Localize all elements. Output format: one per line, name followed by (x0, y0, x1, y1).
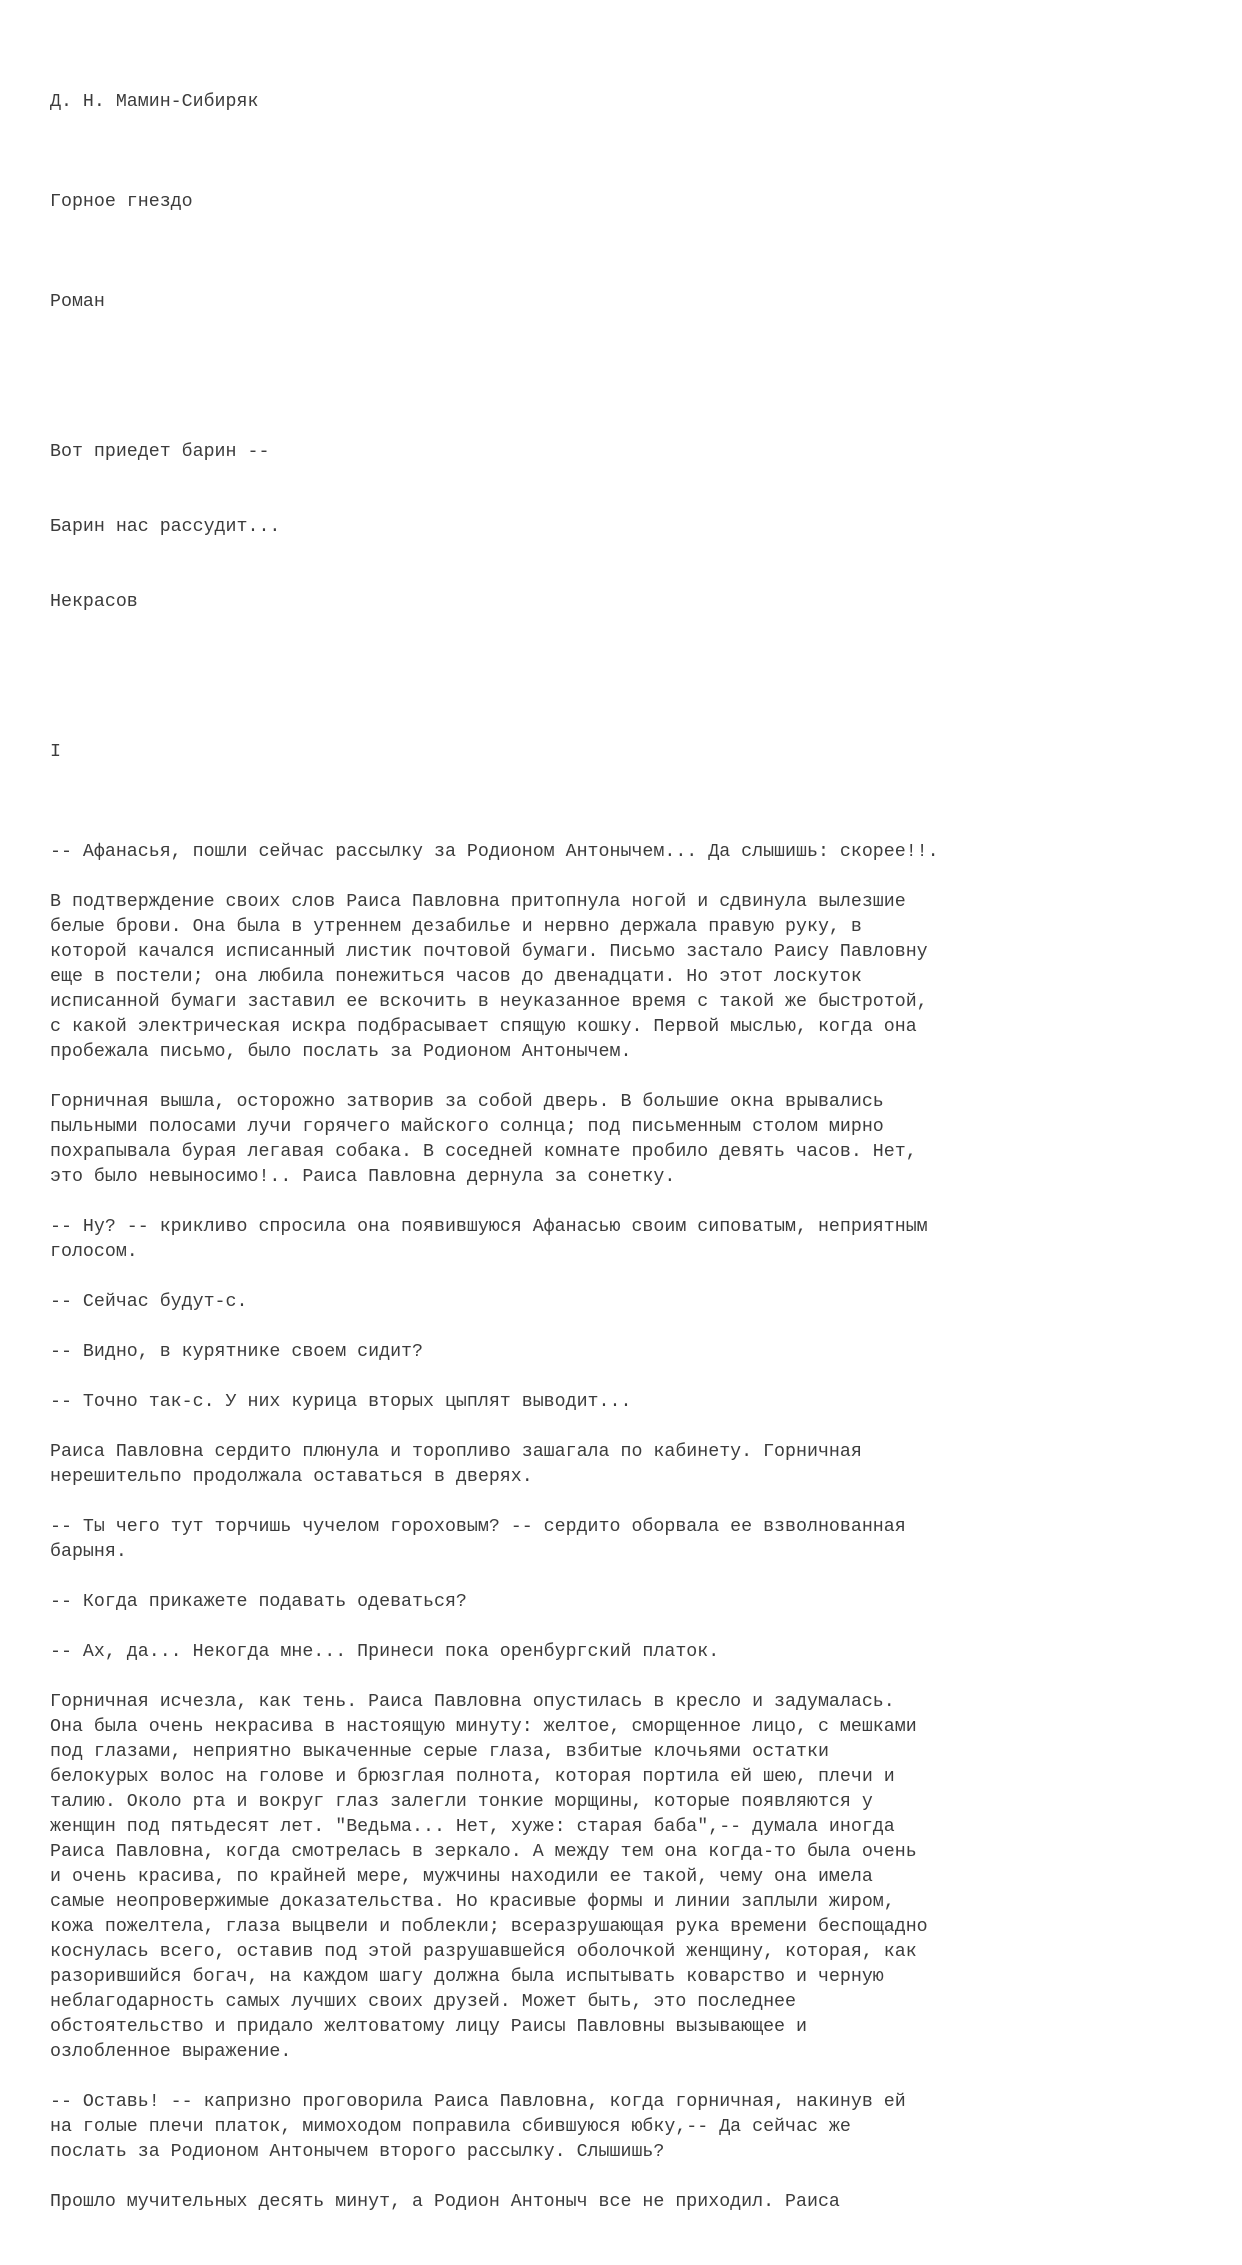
epigraph-line: Вот приедет барин -- (50, 442, 270, 462)
paragraph-line: еще в постели; она любила понежиться часов до двенадцати. Но этот лоскуток (50, 967, 862, 987)
paragraph-line: Горничная исчезла, как тень. Раиса Павловна опустилась в кресло и задумалась. (50, 1692, 895, 1712)
paragraph-line: -- Ну? -- крикливо спросила она появившуюся Афанасью своим сиповатым, неприятным (50, 1217, 928, 1237)
paragraph-line: с какой электрическая искра подбрасывает спящую кошку. Первой мыслью, когда она (50, 1017, 917, 1037)
paragraph-line: -- Ах, да... Некогда мне... Принеси пока оренбургский платок. (50, 1642, 720, 1662)
paragraph-line: -- Ты чего тут торчишь чучелом гороховым? -- сердито оборвала ее взволнованная (50, 1517, 906, 1537)
paragraph-line: -- Афанасья, пошли сейчас рассылку за Родионом Антонычем... Да слышишь: скорее!!. (50, 842, 939, 862)
paragraph (50, 2090, 1200, 2165)
paragraph-line: коснулась всего, оставив под этой разрушавшейся оболочкой женщину, которая, как (50, 1942, 917, 1962)
paragraph-line: -- Сейчас будут-с. (50, 1292, 248, 1312)
paragraph-line: -- Когда прикажете подавать одеваться? (50, 1592, 467, 1612)
paragraph-line: исписанной бумаги заставил ее вскочить в неуказанное время с такой же быстротой, (50, 992, 928, 1012)
paragraph (50, 890, 1200, 1065)
paragraph-line: пыльными полосами лучи горячего майского солнца; под письменным столом мирно (50, 1117, 884, 1137)
paragraph-line: которой качался исписанный листик почтовой бумаги. Письмо застало Раису Павловну (50, 942, 928, 962)
paragraph (50, 1215, 1200, 1265)
paragraph-line: похрапывала бурая легавая собака. В соседней комнате пробило девять часов. Нет, (50, 1142, 917, 1162)
paragraph-line: озлобленное выражение. (50, 2042, 292, 2062)
paragraph (50, 1440, 1200, 1490)
book-genre: Роман (50, 292, 105, 312)
paragraph-line: Горничная вышла, осторожно затворив за собой дверь. В большие окна врывались (50, 1092, 884, 1112)
paragraph-line: на голые плечи платок, мимоходом поправила сбившуюся юбку,-- Да сейчас же (50, 2117, 851, 2137)
epigraph-line: Барин нас рассудит... (50, 517, 281, 537)
paragraph (50, 1690, 1200, 2065)
paragraph-line: Она была очень некрасива в настоящую минуту: желтое, сморщенное лицо, с мешками (50, 1717, 917, 1737)
paragraph-line: Раиса Павловна сердито плюнула и торопливо зашагала по кабинету. Горничная (50, 1442, 862, 1462)
paragraph-line: -- Оставь! -- капризно проговорила Раиса Павловна, когда горничная, накинув ей (50, 2092, 906, 2112)
paragraph-line: барыня. (50, 1542, 127, 1562)
paragraph-line: неблагодарность самых лучших своих друзей. Может быть, это последнее (50, 1992, 796, 2012)
paragraph-line: пробежала письмо, было послать за Родионом Антонычем. (50, 1042, 632, 1062)
chapter-heading: I (50, 742, 61, 762)
paragraph-line: и очень красива, по крайней мере, мужчины находили ее такой, чему она имела (50, 1867, 873, 1887)
paragraph-line: голосом. (50, 1242, 138, 1262)
paragraph-line: белые брови. Она была в утреннем дезабилье и нервно держала правую руку, в (50, 917, 862, 937)
paragraph-line: кожа пожелтела, глаза выцвели и поблекли; всеразрушающая рука времени беспощадно (50, 1917, 928, 1937)
book-title: Горное гнездо (50, 192, 193, 212)
epigraph-attribution: Некрасов (50, 592, 138, 612)
paragraph-line: женщин под пятьдесят лет. "Ведьма... Нет, хуже: старая баба",-- думала иногда (50, 1817, 895, 1837)
paragraph-line: белокурых волос на голове и брюзглая полнота, которая портила ей шею, плечи и (50, 1767, 895, 1787)
paragraph-line: самые неопровержимые доказательства. Но красивые формы и линии заплыли жиром, (50, 1892, 895, 1912)
paragraph-line: Прошло мучительных десять минут, а Родион Антоныч все не приходил. Раиса (50, 2192, 840, 2212)
paragraph (50, 1390, 1200, 1415)
paragraph-line: -- Видно, в курятнике своем сидит? (50, 1342, 423, 1362)
paragraph (50, 1640, 1200, 1665)
document-page (50, 40, 1200, 2265)
paragraph-line: талию. Около рта и вокруг глаз залегли тонкие морщины, которые появляются у (50, 1792, 873, 1812)
paragraph-line: В подтверждение своих слов Раиса Павловна притопнула ногой и сдвинула вылезшие (50, 892, 906, 912)
paragraph-line: это было невыносимо!.. Раиса Павловна дернула за сонетку. (50, 1167, 676, 1187)
author-name: Д. Н. Мамин-Сибиряк (50, 92, 259, 112)
paragraph-line: разорившийся богач, на каждом шагу должна была испытывать коварство и черную (50, 1967, 884, 1987)
paragraph (50, 840, 1200, 865)
paragraph-line: Раиса Павловна, когда смотрелась в зеркало. А между тем она когда-то была очень (50, 1842, 917, 1862)
paragraph-line: нерешительпо продолжала оставаться в дверях. (50, 1467, 533, 1487)
paragraph (50, 2190, 1200, 2215)
epigraph (50, 390, 1200, 665)
paragraph (50, 1515, 1200, 1565)
paragraph-line: обстоятельство и придало желтоватому лицу Раисы Павловны вызывающее и (50, 2017, 807, 2037)
paragraph (50, 1090, 1200, 1190)
paragraph-line: -- Точно так-с. У них курица вторых цыплят выводит... (50, 1392, 632, 1412)
paragraph-line: под глазами, неприятно выкаченные серые глаза, взбитые клочьями остатки (50, 1742, 829, 1762)
paragraph-line: послать за Родионом Антонычем второго рассылку. Слышишь? (50, 2142, 665, 2162)
body-text (50, 840, 1200, 2215)
paragraph (50, 1290, 1200, 1315)
paragraph (50, 1590, 1200, 1615)
paragraph (50, 1340, 1200, 1365)
